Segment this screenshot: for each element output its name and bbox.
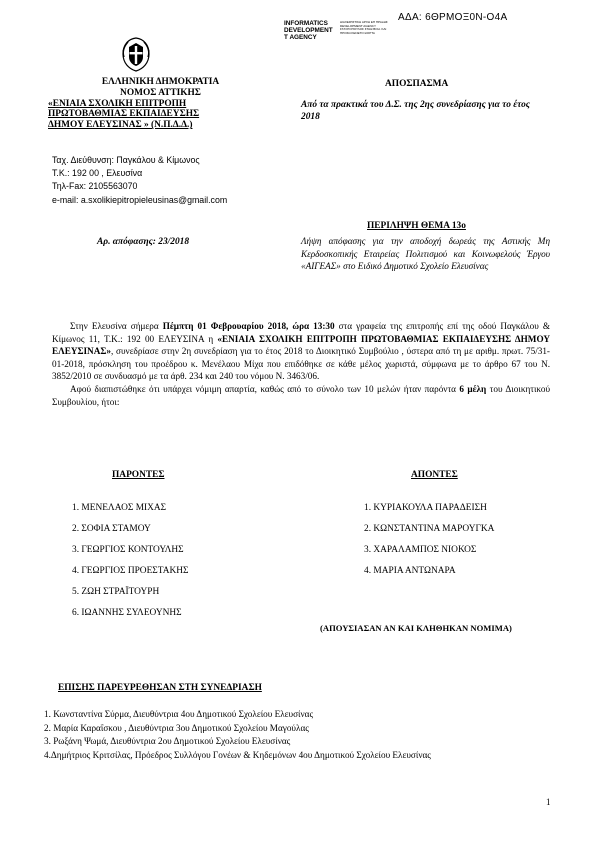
list-item: 1. Κωνσταντίνα Σύρμα, Διευθύντρια 4ου Δημοτικού Σχολείου Ελευσίνας	[44, 709, 314, 719]
document-type-heading: ΑΠΟΣΠΑΣΜΑ	[385, 79, 449, 89]
list-item: 3. ΓΕΩΡΓΙΟΣ ΚΟΝΤΟΥΛΗΣ	[72, 545, 184, 555]
agency-logo-fine-print: ΔΙΑΧΕΙΡΙΣΤΙΚΗ ΑΡΧΗ ΕΠ ΠΡΑΞΗΣ DEVELOPMENT AGENCY ΣΤΑΥΡΟΠΟΥΛΟΣ ΣΤΑΘ ΒΟΗ. ΚΑΙ ΠΡΟΣΩ ΚΕΝΕΤΟ ΘΟΡΤΑ	[340, 20, 388, 35]
page-number: 1	[546, 797, 551, 807]
absent-note: (ΑΠΟΥΣΙΑΣΑΝ ΑΝ ΚΑΙ ΚΛΗΘΗΚΑΝ ΝΟΜΙΜΑ)	[320, 623, 512, 633]
list-item: 1. ΜΕΝΕΛΑΟΣ ΜΙΧΑΣ	[72, 503, 167, 513]
agency-logo: INFORMATICS DEVELOPMENT T AGENCY	[284, 20, 333, 41]
list-item: 6. ΙΩΑΝΝΗΣ ΣΥΛΕΟΥΝΗΣ	[72, 608, 182, 618]
list-item: 1. ΚΥΡΙΑΚΟΥΛΑ ΠΑΡΑΔΕΙΣΗ	[364, 503, 487, 513]
list-item: 2. ΚΩΝΣΤΑΝΤΙΝΑ ΜΑΡΟΥΓΚΑ	[364, 524, 495, 534]
list-item: 2. ΣΟΦΙΑ ΣΤΑΜΟΥ	[72, 524, 151, 534]
absent-heading: ΑΠΟΝΤΕΣ	[411, 470, 458, 480]
ada-code: ΑΔΑ: 6ΘΡΜΟΞ0Ν-Ο4Α	[398, 12, 508, 23]
issuer-header: ΕΛΛΗΝΙΚΗ ΔΗΜΟΚΡΑΤΙΑ ΝΟΜΟΣ ΑΤΤΙΚΗΣ «ΕΝΙΑΙΑ ΣΧΟΛΙΚΗ ΕΠΙΤΡΟΠΗ ΠΡΩΤΟΒΑΘΜΙΑΣ ΕΚΠΑΙΔΕΥΣΗΣ ΔΗΜΟΥ ΕΛΕΥΣΙΝΑΣ » (Ν.Π.Δ.Δ.)	[48, 77, 220, 131]
minutes-paragraph-2: Αφού διαπιστώθηκε ότι υπάρχει νόμιμη απαρτία, καθώς από το σύνολο των 10 μελών ήταν παρόντα 6 μέλη του Διοικητικού Συμβουλίου, ήτοι:	[52, 383, 550, 407]
also-present-heading: ΕΠΙΣΗΣ ΠΑΡΕΥΡΕΘΗΣΑΝ ΣΤΗ ΣΥΝΕΔΡΙΑΣΗ	[58, 683, 262, 693]
summary-heading: ΠΕΡΙΛΗΨΗ ΘΕΜΑ 13ο	[367, 221, 466, 231]
list-item: 4. ΜΑΡΙΑ ΑΝΤΩΝΑΡΑ	[364, 566, 456, 576]
decision-subject: Λήψη απόφασης για την αποδοχή δωρεάς της Αστικής Μη Κερδοσκοπικής Εταιρείας Πολιτισμού και Κοινωφελούς Έργου «ΑΙΓΕΑΣ» στο Ειδικό Δημοτικό Σχολείο Ελευσίνας	[301, 236, 550, 271]
list-item: 2. Μαρία Καραΐσκου , Διευθύντρια 3ου Δημοτικού Σχολείου Μαγούλας	[44, 722, 309, 733]
decision-number: Αρ. απόφασης: 23/2018	[97, 237, 190, 247]
present-heading: ΠΑΡΟΝΤΕΣ	[112, 470, 165, 480]
list-item: 3. Ρωξάνη Ψωμά, Διευθύντρια 2ου Δημοτικού Σχολείου Ελευσίνας	[44, 736, 291, 747]
meeting-reference: Από τα πρακτικά του Δ.Σ. της 2ης συνεδρίασης για το έτος 2018	[301, 100, 530, 122]
minutes-paragraph-1: Στην Ελευσίνα σήμερα Πέμπτη 01 Φεβρουαρίου 2018, ώρα 13:30 στα γραφεία της επιτροπής επί της οδού Παγκάλου & Κίμωνος 11, Τ.Κ.: 192 00 ΕΛΕΥΣΙΝΑ η «ΕΝΙΑΙΑ ΣΧΟΛΙΚΗ ΕΠΙΤΡΟΠΗ ΠΡΩΤΟΒΑΘΜΙΑΣ ΕΚΠΑΙΔΕΥΣΗΣ ΔΗΜΟΥ ΕΛΕΥΣΙΝΑΣ», συνεδρίασε στην 2η συνεδρίαση για το έτος 2018 το Διοικητικό Συμβούλιο , ύστερα από τη με αριθμ. πρωτ. 75/31-01-2018, πρόσκληση του προέδρου κ. Μενέλαου Μίχα που επιδόθηκε σε κάθε μέλος χωριστά, σύμφωνα με το άρθρο 67 του Ν. 3852/2010 σε συνδυασμό με τα άρθ. 234 και 240 του νόμου Ν. 3463/06.	[52, 321, 550, 382]
list-item: 4.Δημήτριος Κριτσίλας, Πρόεδρος Συλλόγου Γονέων & Κηδεμόνων 4ου Δημοτικού Σχολείου Ελευσίνας	[44, 749, 431, 760]
list-item: 4. ΓΕΩΡΓΙΟΣ ΠΡΟΕΣΤΑΚΗΣ	[72, 566, 189, 576]
greek-emblem-icon	[118, 35, 154, 73]
minutes-body	[52, 320, 550, 408]
also-present-list	[44, 708, 431, 762]
contact-address: Ταχ. Διεύθυνση: Παγκάλου & Κίμωνος Τ.Κ.: 192 00 , Ελευσίνα Τηλ-Fax: 2105563070 e-mail: a.sxolikiepitropieleusinas@gmail.com	[52, 155, 228, 205]
list-item: 5. ΖΩΗ ΣΤΡΑΪΤΟΥΡΗ	[72, 587, 160, 597]
list-item: 3. ΧΑΡΑΛΑΜΠΟΣ ΝΙΟΚΟΣ	[364, 545, 477, 555]
